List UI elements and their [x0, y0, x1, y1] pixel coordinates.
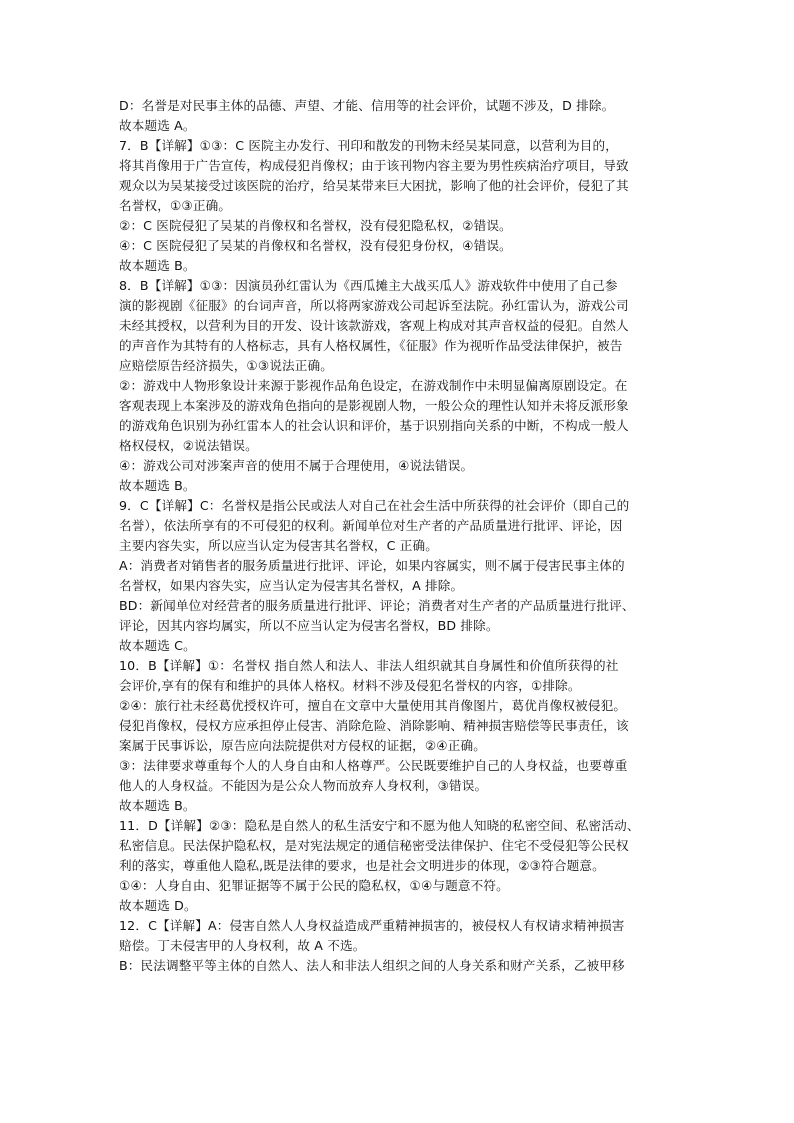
text-line: 客观表现上本案涉及的游戏角色指向的是影视剧人物，一般公众的理性认知并未将反派形象 [119, 398, 629, 413]
text-line: B：民法调整平等主体的自然人、法人和非法人组织之间的人身关系和财产关系，乙被甲移 [119, 958, 625, 973]
text-line: ②④：旅行社未经葛优授权许可，擅自在文章中大量使用其肖像图片，葛优肖像权被侵犯。 [119, 698, 627, 713]
text-line: 利的落实，尊重他人隐私,既是法律的要求，也是社会文明进步的体现，②③符合题意。 [119, 858, 605, 873]
text-line: 10．B【详解】①：名誉权 指自然人和法人、非法人组织就其自身属性和价值所获得的社 [119, 658, 619, 673]
text-line: 故本题选 B。 [119, 258, 196, 273]
text-line: 案属于民事诉讼，原告应向法院提供对方侵权的证据，②④正确。 [119, 738, 486, 753]
text-line: 格权侵权，②说法错误。 [119, 438, 258, 453]
text-line: BD：新闻单位对经营者的服务质量进行批评、评论；消费者对生产者的产品质量进行批评、 [119, 598, 635, 613]
text-line: 将其肖像用于广告宣传，构成侵犯肖像权；由于该刊物内容主要为男性疾病治疗项目，导致 [119, 158, 629, 173]
text-line: 他人的人身权益。不能因为是公众人物而放弃人身权利，③错误。 [119, 778, 488, 793]
text-line: 应赔偿原告经济损失，①③说法正确。 [119, 358, 334, 373]
text-line: 故本题选 B。 [119, 798, 196, 813]
text-line: 11．D【详解】②③：隐私是自然人的私生活安宁和不愿为他人知晓的私密空间、私密活动、 [119, 818, 640, 833]
text-line: 演的影视剧《征服》的台词声音，所以将两家游戏公司起诉至法院。孙红雷认为，游戏公司 [119, 298, 629, 313]
text-line: 7．B【详解】①③：C 医院主办发行、刊印和散发的刊物未经吴某同意，以营利为目的， [119, 138, 618, 153]
text-line: 的声音作为其特有的人格标志，具有人格权属性，《征服》作为视听作品受法律保护，被告 [119, 338, 623, 353]
text-line: 名誉），依法所享有的不可侵犯的权利。新闻单位对生产者的产品质量进行批评、评论，因 [119, 518, 623, 533]
text-line: 的游戏角色识别为孙红雷本人的社会认识和评价，基于识别指向关系的中断，不构成一般人 [119, 418, 629, 433]
text-line: 故本题选 A。 [119, 118, 196, 133]
document-page [119, 96, 685, 976]
text-line: D：名誉是对民事主体的品德、声望、才能、信用等的社会评价，试题不涉及，D 排除。 [119, 98, 615, 113]
text-line: 观众以为吴某接受过该医院的治疗，给吴某带来巨大困扰，影响了他的社会评价，侵犯了其 [119, 178, 629, 193]
text-line: 故本题选 B。 [119, 478, 196, 493]
text-line: 会评价,享有的保有和维护的具体人格权。材料不涉及侵犯名誉权的内容，①排除。 [119, 678, 581, 693]
text-line: ③：法律要求尊重每个人的人身自由和人格尊严。公民既要维护自己的人身权益，也要尊重 [119, 758, 628, 773]
text-line: 侵犯肖像权，侵权方应承担停止侵害、消除危险、消除影响、精神损害赔偿等民事责任，该 [119, 718, 629, 733]
text-line: ②：C 医院侵犯了吴某的肖像权和名誉权，没有侵犯隐私权，②错误。 [119, 218, 512, 233]
text-line: 故本题选 C。 [119, 638, 196, 653]
text-line: ②：游戏中人物形象设计来源于影视作品角色设定，在游戏制作中未明显偏离原剧设定。在 [119, 378, 628, 393]
text-line: 私密信息。民法保护隐私权，是对宪法规定的通信秘密受法律保护、住宅不受侵犯等公民权 [119, 838, 629, 853]
text-line: A：消费者对销售者的服务质量进行批评、评论，如果内容属实，则不属于侵害民事主体的 [119, 558, 625, 573]
text-line: 8．B【详解】①③：因演员孙红雷认为《西瓜摊主大战买瓜人》游戏软件中使用了自己参 [119, 278, 618, 293]
text-line: 主要内容失实，所以应当认定为侵害其名誉权，C 正确。 [119, 538, 438, 553]
text-line: 名誉权，①③正确。 [119, 198, 232, 213]
text-line: 9．C【详解】C：名誉权是指公民或法人对自己在社会生活中所获得的社会评价（即自己的 [119, 498, 630, 513]
text-line: ④：游戏公司对涉案声音的使用不属于合理使用，④说法错误。 [119, 458, 474, 473]
text-line: 故本题选 D。 [119, 898, 197, 913]
text-line: 12．C【详解】A：侵害自然人人身权益造成严重精神损害的，被侵权人有权请求精神损害 [119, 918, 625, 933]
text-line: ④：C 医院侵犯了吴某的肖像权和名誉权，没有侵犯身份权，④错误。 [119, 238, 512, 253]
text-line: ①④：人身自由、犯罪证据等不属于公民的隐私权，①④与题意不符。 [119, 878, 509, 893]
text-line: 评论，因其内容均属实，所以不应当认定为侵害名誉权，BD 排除。 [119, 618, 499, 633]
text-line: 名誉权，如果内容失实，应当认定为侵害其名誉权，A 排除。 [119, 578, 464, 593]
text-line: 赔偿。丁未侵害甲的人身权利，故 A 不选。 [119, 938, 366, 953]
text-line: 未经其授权，以营利为目的开发、设计该款游戏，客观上构成对其声音权益的侵犯。自然人 [119, 318, 629, 333]
